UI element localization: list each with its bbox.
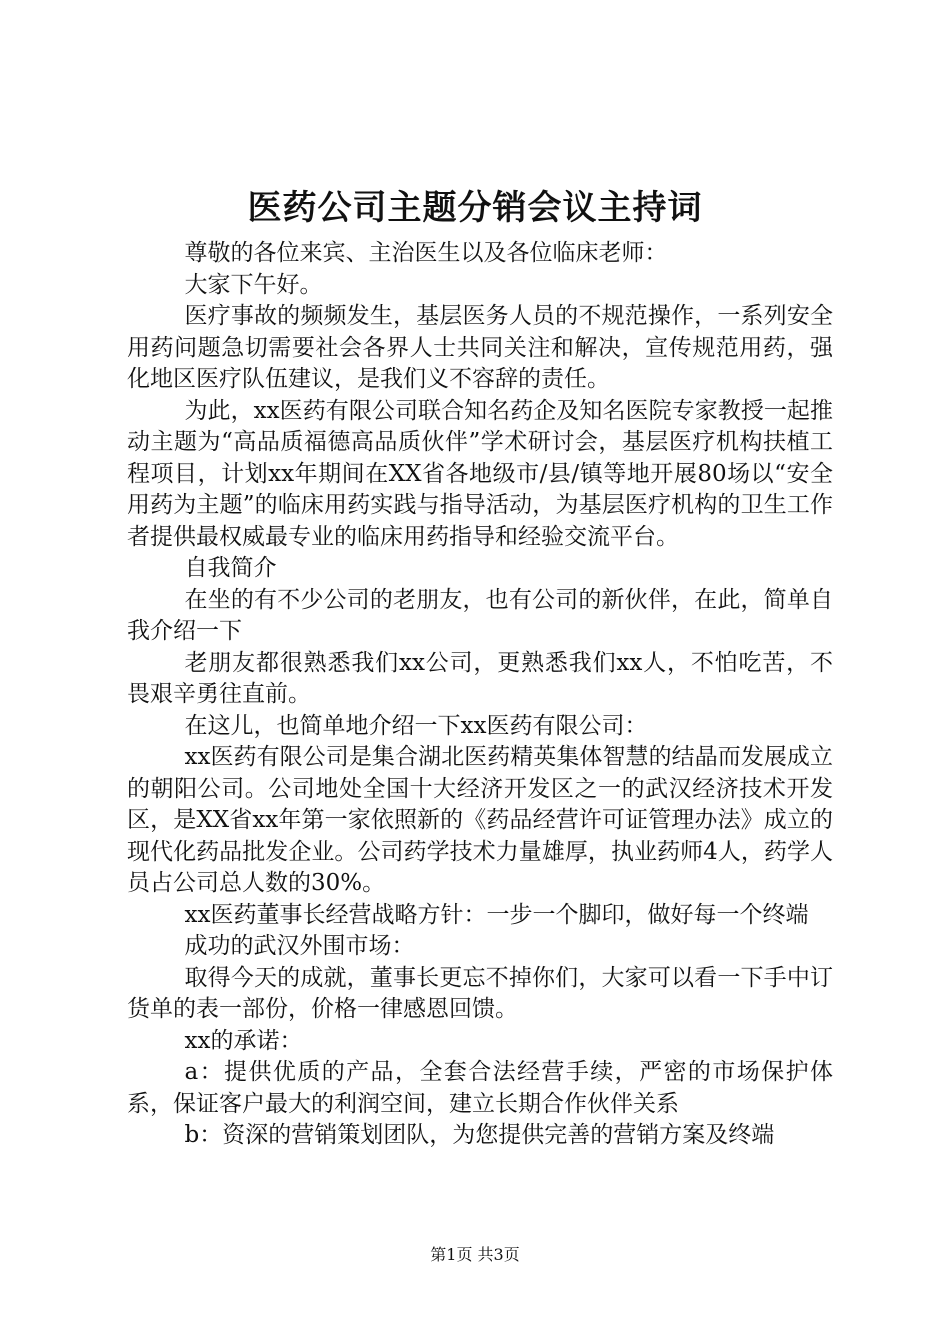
paragraph-company-intro-lead: 在这儿，也简单地介绍一下xx医药有限公司：: [184, 712, 648, 739]
paragraph-initiative: 为此，xx医药有限公司联合知名药企及知名医院专家教授一起推动主题为“高品质福德高品质伙伴”学术研讨会，基层医疗机构扶植工程项目，计划xx年期间在XX省各地级市/县/镇等地开展80场以“安全用药为主题”的临床用药实践与指导活动，为基层医疗机构的卫生工作者提供最权威最专业的临床用药指导和经验交流平台。: [127, 397, 833, 550]
paragraph-achievement: 取得今天的成就，董事长更忘不掉你们，大家可以看一下手中订货单的表一部份，价格一律感恩回馈。: [127, 964, 833, 1022]
paragraph-company-profile: xx医药有限公司是集合湖北医药精英集体智慧的结晶而发展成立的朝阳公司。公司地处全国十大经济开发区之一的武汉经济技术开发区，是XX省xx年第一家依照新的《药品经营许可证管理办法》成立的现代化药品批发企业。公司药学技术力量雄厚，执业药师4人，药学人员占公司总人数的30%。: [127, 744, 833, 896]
document-body: [127, 238, 833, 1152]
paragraph-salutation: 大家下午好。: [184, 271, 323, 298]
paragraph-old-friends: 老朋友都很熟悉我们xx公司，更熟悉我们xx人，不怕吃苦，不畏艰辛勇往直前。: [127, 649, 833, 707]
page-number-footer: 第1页 共3页: [430, 1245, 520, 1264]
paragraph-promise-a: a：提供优质的产品，全套合法经营手续，严密的市场保护体系，保证客户最大的利润空间，建立长期合作伙伴关系: [127, 1059, 833, 1117]
paragraph-market-heading: 成功的武汉外围市场：: [184, 933, 415, 959]
paragraph-promise-heading: xx的承诺：: [184, 1027, 303, 1054]
paragraph-promise-b: b：资深的营销策划团队，为您提供完善的营销方案及终端: [184, 1122, 775, 1148]
document-title: 医药公司主题分销会议主持词: [247, 188, 703, 228]
paragraph-self-intro-heading: 自我简介: [184, 555, 277, 581]
paragraph-greeting: 尊敬的各位来宾、主治医生以及各位临床老师：: [184, 240, 668, 266]
paragraph-self-intro: 在坐的有不少公司的老朋友，也有公司的新伙伴，在此，简单自我介绍一下: [127, 586, 833, 644]
paragraph-background: 医疗事故的频频发生，基层医务人员的不规范操作，一系列安全用药问题急切需要社会各界人士共同关注和解决，宣传规范用药，强化地区医疗队伍建议，是我们义不容辞的责任。: [127, 303, 833, 392]
paragraph-strategy: xx医药董事长经营战略方针：一步一个脚印，做好每一个终端: [184, 901, 809, 928]
